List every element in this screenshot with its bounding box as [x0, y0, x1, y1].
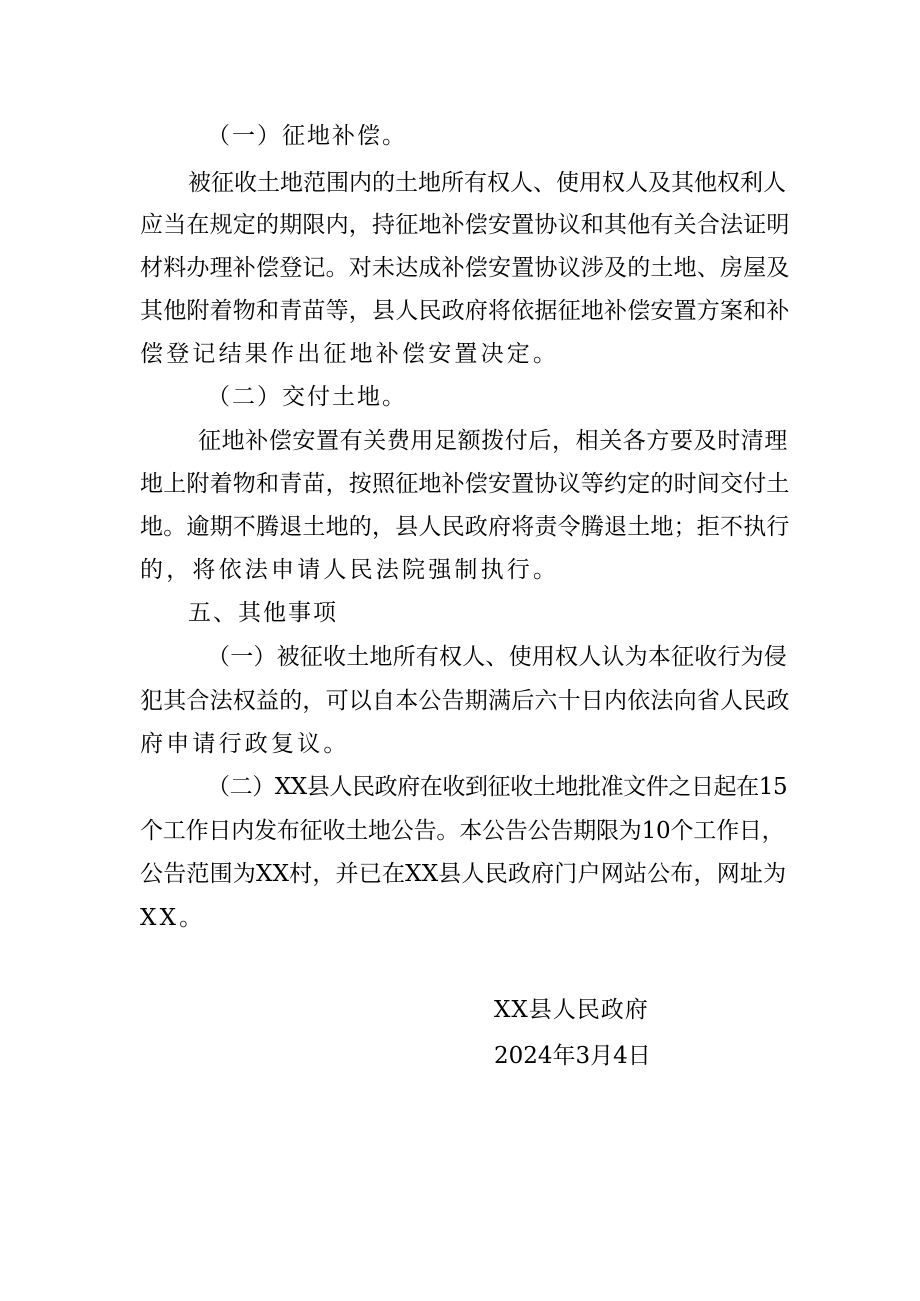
issue-date: 2024年3月4日 [494, 1043, 651, 1069]
paragraph-line: 征地补偿安置有关费用足额拨付后，相关各方要及时清理 [198, 428, 788, 454]
paragraph-line: 材料办理补偿登记。对未达成补偿安置协议涉及的土地、房屋及 [140, 255, 790, 281]
paragraph-line: 应当在规定的期限内，持征地补偿安置协议和其他有关合法证明 [140, 212, 790, 238]
paragraph-line: 被征收土地范围内的土地所有权人、使用权人及其他权利人 [188, 170, 786, 196]
paragraph-line: XX。 [140, 905, 206, 931]
section-heading-other-matters: 五、其他事项 [188, 600, 338, 626]
paragraph-line: 其他附着物和青苗等，县人民政府将依据征地补偿安置方案和补 [140, 298, 790, 324]
issuer-name: XX县人民政府 [494, 997, 649, 1023]
paragraph-line: 府申请行政复议。 [140, 731, 350, 757]
paragraph-line: 的，将依法申请人民法院强制执行。 [140, 557, 560, 583]
section-heading-compensation: （一）征地补偿。 [207, 123, 407, 149]
paragraph-line: 地上附着物和青苗，按照征地补偿安置协议等约定的时间交付土 [140, 471, 790, 497]
paragraph-line: 个工作日内发布征收土地公告。本公告公告期限为10个工作日， [140, 818, 785, 844]
paragraph-line: （二）XX县人民政府在收到征收土地批准文件之日起在15 [207, 774, 788, 800]
paragraph-line: （一）被征收土地所有权人、使用权人认为本征收行为侵 [207, 644, 787, 670]
paragraph-line: 偿登记结果作出征地补偿安置决定。 [140, 341, 560, 367]
paragraph-line: 犯其合法权益的，可以自本公告期满后六十日内依法向省人民政 [140, 688, 790, 714]
section-heading-land-delivery: （二）交付土地。 [207, 384, 407, 410]
paragraph-line: 地。逾期不腾退土地的，县人民政府将责令腾退土地；拒不执行 [140, 514, 790, 540]
paragraph-line: 公告范围为XX村，并已在XX县人民政府门户网站公布，网址为 [140, 861, 787, 887]
